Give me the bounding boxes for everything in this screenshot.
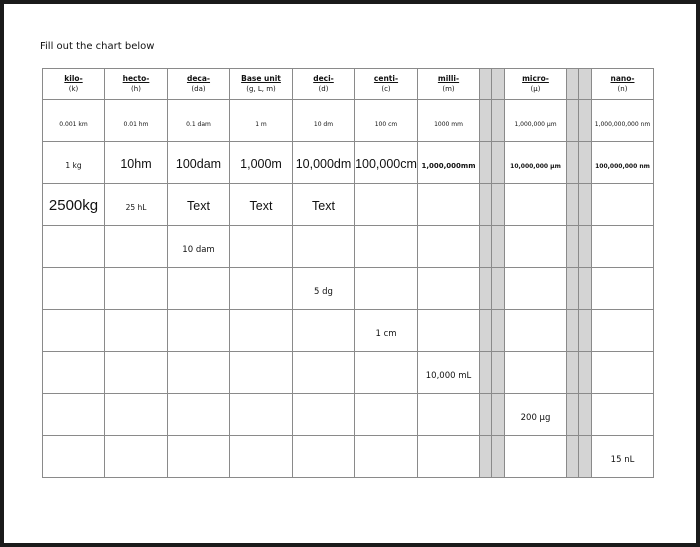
- table-cell[interactable]: [168, 310, 230, 352]
- spacer-cell: [567, 142, 579, 184]
- table-cell[interactable]: [418, 394, 480, 436]
- prefix-abbreviation: (n): [617, 85, 628, 93]
- spacer-cell: [492, 226, 505, 268]
- metric-conversion-table: [42, 68, 654, 478]
- table-cell[interactable]: [592, 436, 654, 478]
- table-cell[interactable]: [418, 184, 480, 226]
- prefix-name: hecto-: [122, 74, 150, 83]
- table-cell[interactable]: [418, 436, 480, 478]
- spacer-cell: [567, 310, 579, 352]
- table-cell[interactable]: [43, 268, 105, 310]
- prefix-abbreviation: (h): [131, 85, 141, 93]
- spacer-cell: [480, 352, 492, 394]
- table-cell[interactable]: [505, 436, 567, 478]
- spacer-cell: [480, 310, 492, 352]
- cell-value: 1,000m: [240, 157, 282, 171]
- cell-value: 1,000,000 µm: [514, 121, 557, 128]
- table-cell[interactable]: [43, 226, 105, 268]
- table-cell[interactable]: [505, 100, 567, 142]
- table-row: [43, 352, 654, 394]
- cell-value: 1,000,000,000 nm: [594, 121, 651, 128]
- header-cell: [592, 69, 654, 100]
- cell-value: 100,000,000 nm: [595, 163, 650, 170]
- table-cell[interactable]: [592, 100, 654, 142]
- table-cell[interactable]: [505, 226, 567, 268]
- cell-value: 10,000 mL: [425, 371, 472, 381]
- table-cell[interactable]: [355, 226, 418, 268]
- prefix-name: centi-: [373, 74, 399, 83]
- table-cell[interactable]: [505, 394, 567, 436]
- spacer-cell: [579, 394, 592, 436]
- cell-value: 100dam: [175, 157, 222, 171]
- cell-value: 0.01 hm: [123, 121, 149, 128]
- spacer-cell: [492, 394, 505, 436]
- instruction-text: Fill out the chart below: [40, 41, 155, 52]
- table-cell[interactable]: [230, 352, 293, 394]
- table-cell[interactable]: [43, 310, 105, 352]
- spacer-cell: [492, 310, 505, 352]
- cell-value: 1 cm: [375, 329, 397, 339]
- cell-value: Text: [187, 199, 210, 213]
- prefix-name: nano-: [610, 74, 635, 83]
- table-cell[interactable]: [105, 310, 168, 352]
- table-row: [43, 394, 654, 436]
- table-cell[interactable]: [105, 184, 168, 226]
- table-cell[interactable]: [230, 436, 293, 478]
- table-cell[interactable]: [168, 352, 230, 394]
- cell-value: 25 hL: [125, 203, 147, 212]
- table-cell[interactable]: [293, 394, 355, 436]
- spacer-cell: [480, 394, 492, 436]
- cell-value: 2500kg: [48, 197, 99, 214]
- spacer-cell: [480, 69, 492, 100]
- header-cell: [355, 69, 418, 100]
- spacer-cell: [579, 436, 592, 478]
- spacer-cell: [492, 184, 505, 226]
- spacer-cell: [579, 226, 592, 268]
- cell-value: 1 m: [255, 121, 267, 128]
- table-cell[interactable]: [293, 184, 355, 226]
- table-cell[interactable]: [105, 142, 168, 184]
- table-cell[interactable]: [230, 394, 293, 436]
- table-row: [43, 226, 654, 268]
- spacer-cell: [579, 142, 592, 184]
- spacer-cell: [492, 352, 505, 394]
- table-cell[interactable]: [168, 184, 230, 226]
- cell-value: 100 cm: [374, 121, 398, 128]
- table-cell[interactable]: [355, 184, 418, 226]
- cell-value: 1,000,000mm: [421, 162, 476, 170]
- cell-value: 10,000,000 µm: [510, 163, 561, 170]
- table-cell[interactable]: [168, 268, 230, 310]
- table-cell[interactable]: [592, 352, 654, 394]
- spacer-cell: [492, 100, 505, 142]
- spacer-cell: [480, 226, 492, 268]
- spacer-cell: [579, 100, 592, 142]
- table-cell[interactable]: [293, 100, 355, 142]
- spacer-cell: [492, 69, 505, 100]
- cell-value: 0.1 dam: [186, 121, 211, 128]
- cell-value: Text: [249, 199, 273, 213]
- prefix-abbreviation: (d): [318, 85, 329, 93]
- table-cell[interactable]: [505, 310, 567, 352]
- table-cell[interactable]: [418, 226, 480, 268]
- table-cell[interactable]: [505, 142, 567, 184]
- spacer-cell: [579, 310, 592, 352]
- spacer-cell: [567, 184, 579, 226]
- table-cell[interactable]: [168, 142, 230, 184]
- table-cell[interactable]: [168, 226, 230, 268]
- table-cell[interactable]: [230, 184, 293, 226]
- cell-value: 1 kg: [65, 161, 82, 170]
- prefix-name: micro-: [522, 74, 549, 83]
- cell-value: Text: [312, 199, 335, 213]
- spacer-cell: [492, 268, 505, 310]
- cell-value: 10,000dm: [295, 157, 352, 171]
- table-cell[interactable]: [355, 142, 418, 184]
- cell-value: 200 µg: [520, 413, 551, 423]
- table-cell[interactable]: [293, 226, 355, 268]
- prefix-name: kilo-: [64, 74, 83, 83]
- spacer-cell: [480, 436, 492, 478]
- table-cell[interactable]: [355, 352, 418, 394]
- table-cell[interactable]: [230, 226, 293, 268]
- table-cell[interactable]: [230, 310, 293, 352]
- table-cell[interactable]: [230, 100, 293, 142]
- header-cell: [43, 69, 105, 100]
- table-cell[interactable]: [105, 226, 168, 268]
- table-cell[interactable]: [505, 352, 567, 394]
- table-cell[interactable]: [592, 268, 654, 310]
- spacer-cell: [567, 100, 579, 142]
- prefix-name: deci-: [313, 74, 334, 83]
- spacer-cell: [492, 436, 505, 478]
- table-cell[interactable]: [505, 268, 567, 310]
- header-cell: [505, 69, 567, 100]
- table-cell[interactable]: [293, 142, 355, 184]
- header-cell: [168, 69, 230, 100]
- table-row: [43, 100, 654, 142]
- table-cell[interactable]: [168, 100, 230, 142]
- spacer-cell: [567, 436, 579, 478]
- prefix-abbreviation: (m): [442, 85, 455, 93]
- table-body: [43, 69, 654, 478]
- table-cell[interactable]: [592, 142, 654, 184]
- table-cell[interactable]: [355, 394, 418, 436]
- table-cell[interactable]: [355, 310, 418, 352]
- spacer-cell: [567, 268, 579, 310]
- table-cell[interactable]: [418, 268, 480, 310]
- table-cell[interactable]: [43, 394, 105, 436]
- cell-value: 5 dg: [314, 287, 333, 297]
- table-row: [43, 436, 654, 478]
- table-cell[interactable]: [43, 184, 105, 226]
- table-cell[interactable]: [105, 100, 168, 142]
- table-cell[interactable]: [505, 184, 567, 226]
- prefix-abbreviation: (g, L, m): [246, 85, 276, 93]
- prefix-abbreviation: (µ): [530, 85, 541, 93]
- spacer-cell: [567, 226, 579, 268]
- table-cell[interactable]: [230, 142, 293, 184]
- table-row: [43, 142, 654, 184]
- table-row: [43, 310, 654, 352]
- table-cell[interactable]: [355, 100, 418, 142]
- table-cell[interactable]: [355, 436, 418, 478]
- spacer-cell: [579, 69, 592, 100]
- table-cell[interactable]: [293, 268, 355, 310]
- table-cell[interactable]: [168, 436, 230, 478]
- table-cell[interactable]: [418, 100, 480, 142]
- table-row: [43, 184, 654, 226]
- table-cell[interactable]: [293, 310, 355, 352]
- table-cell[interactable]: [418, 310, 480, 352]
- table-cell[interactable]: [418, 352, 480, 394]
- cell-value: 0.001 km: [59, 121, 88, 128]
- prefix-abbreviation: (c): [381, 85, 391, 93]
- spacer-cell: [480, 100, 492, 142]
- cell-value: 1000 mm: [434, 121, 463, 128]
- table-cell[interactable]: [168, 394, 230, 436]
- cell-value: 10 dm: [313, 121, 334, 128]
- spacer-cell: [579, 352, 592, 394]
- prefix-name: milli-: [437, 74, 460, 83]
- table-cell[interactable]: [592, 310, 654, 352]
- table-cell[interactable]: [105, 352, 168, 394]
- table-cell[interactable]: [592, 184, 654, 226]
- header-cell: [293, 69, 355, 100]
- table-cell[interactable]: [293, 352, 355, 394]
- spacer-cell: [480, 184, 492, 226]
- header-cell: [230, 69, 293, 100]
- table-cell[interactable]: [43, 352, 105, 394]
- table-cell[interactable]: [418, 142, 480, 184]
- prefix-abbreviation: (da): [191, 85, 206, 93]
- spacer-cell: [579, 184, 592, 226]
- spacer-cell: [492, 142, 505, 184]
- header-cell: [418, 69, 480, 100]
- header-cell: [105, 69, 168, 100]
- table-cell[interactable]: [293, 436, 355, 478]
- spacer-cell: [480, 268, 492, 310]
- table-cell[interactable]: [43, 142, 105, 184]
- cell-value: 10hm: [120, 157, 152, 171]
- prefix-name: Base unit: [241, 74, 281, 83]
- table-cell[interactable]: [592, 394, 654, 436]
- table-cell[interactable]: [105, 394, 168, 436]
- cell-value: 10 dam: [182, 245, 215, 255]
- table-row: [43, 268, 654, 310]
- table-cell[interactable]: [43, 436, 105, 478]
- prefix-name: deca-: [186, 74, 211, 83]
- table-cell[interactable]: [105, 268, 168, 310]
- spacer-cell: [567, 394, 579, 436]
- spacer-cell: [480, 142, 492, 184]
- table-cell[interactable]: [355, 268, 418, 310]
- worksheet-page: [4, 4, 696, 543]
- table-cell[interactable]: [43, 100, 105, 142]
- table-cell[interactable]: [230, 268, 293, 310]
- table-cell[interactable]: [592, 226, 654, 268]
- cell-value: 100,000cm: [355, 157, 417, 171]
- prefix-abbreviation: (k): [68, 85, 79, 93]
- table-cell[interactable]: [105, 436, 168, 478]
- spacer-cell: [567, 69, 579, 100]
- header-row: [43, 69, 654, 100]
- cell-value: 15 nL: [610, 455, 635, 465]
- spacer-cell: [579, 268, 592, 310]
- spacer-cell: [567, 352, 579, 394]
